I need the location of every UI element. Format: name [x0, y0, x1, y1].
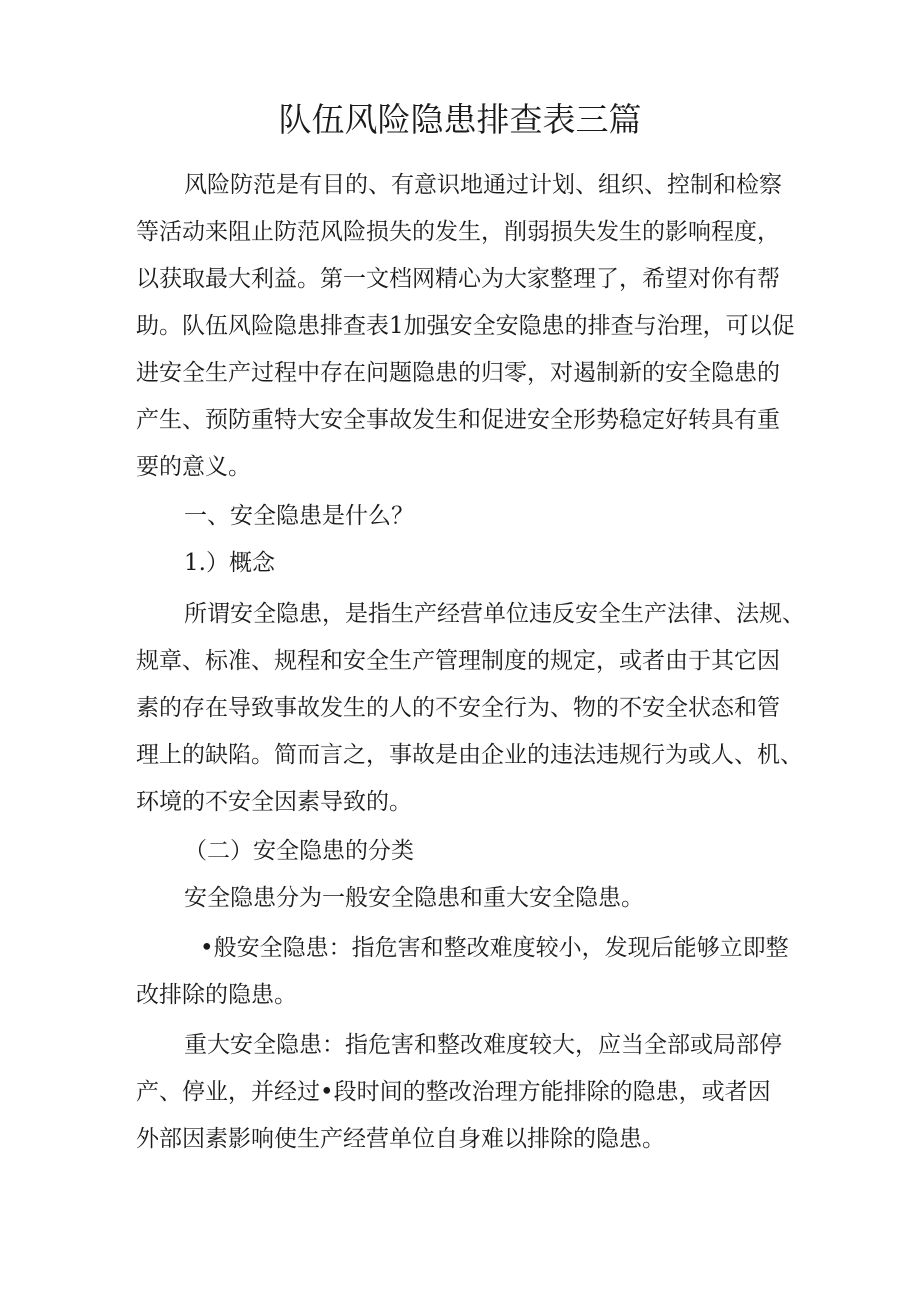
general-hazard-line-1: •般安全隐患：指危害和整改难度较小，发现后能够立即整: [200, 935, 789, 961]
intro-line-6: 产生、预防重特大安全事故发生和促进安全形势稳定好转具有重: [136, 407, 780, 433]
document-title: 队伍风险隐患排查表三篇: [278, 100, 642, 139]
concept-line-1: 所谓安全隐患，是指生产经营单位违反安全生产法律、法规、: [184, 601, 805, 627]
intro-line-2: 等活动来阻止防范风险损失的发生，削弱损失发生的影响程度，: [136, 219, 780, 245]
intro-line-1: 风险防范是有目的、有意识地通过计划、组织、控制和检察: [184, 172, 782, 198]
concept-line-5: 环境的不安全因素导致的。: [136, 789, 412, 815]
major-hazard-line-2: 产、停业，并经过•段时间的整改治理方能排除的隐患，或者因: [136, 1079, 771, 1105]
classification-subheading: （二）安全隐患的分类: [184, 838, 414, 864]
intro-line-4: 助。队伍风险隐患排查表1加强安全安隐患的排查与治理，可以促: [136, 313, 795, 339]
major-hazard-line-3: 外部因素影响使生产经营单位自身难以排除的隐患。: [136, 1126, 665, 1152]
concept-line-4: 理上的缺陷。简而言之，事故是由企业的违法违规行为或人、机、: [136, 742, 803, 768]
section-heading: 一、安全隐患是什么？: [184, 503, 414, 529]
intro-line-3: 以获取最大利益。第一文档网精心为大家整理了，希望对你有帮: [136, 266, 780, 292]
intro-line-7: 要的意义。: [136, 454, 251, 480]
general-hazard-line-2: 改排除的隐患。: [136, 982, 297, 1008]
concept-line-2: 规章、标准、规程和安全生产管理制度的规定，或者由于其它因: [136, 648, 780, 674]
major-hazard-line-1: 重大安全隐患：指危害和整改难度较大，应当全部或局部停: [184, 1032, 782, 1058]
concept-line-3: 素的存在导致事故发生的人的不安全行为、物的不安全状态和管: [136, 695, 780, 721]
concept-subheading: 1.）概念: [184, 550, 275, 576]
classification-line: 安全隐患分为一般安全隐患和重大安全隐患。: [184, 885, 644, 911]
intro-line-5: 进安全生产过程中存在问题隐患的归零，对遏制新的安全隐患的: [136, 360, 780, 386]
